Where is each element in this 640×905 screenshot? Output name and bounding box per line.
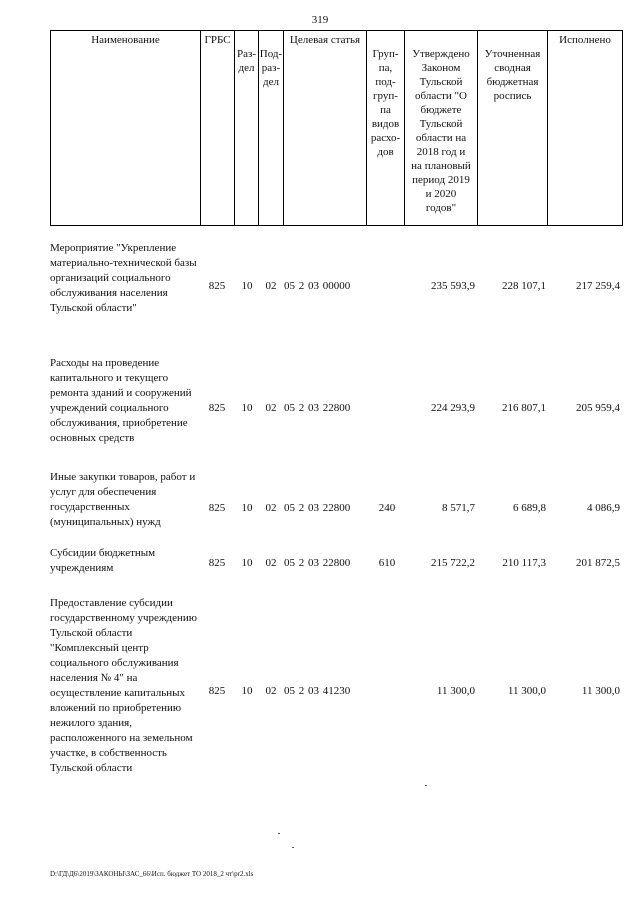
row-podrazdel: 02	[265, 502, 277, 514]
row-grbs: 825	[208, 402, 226, 414]
row-executed: 11 300,0	[581, 685, 620, 697]
row-celevaya: 05 2 03 22800	[284, 402, 351, 414]
header-approved-label: Утверждено Законом Тульской области "О бюджете Тульской области на 2018 год и на плановый период 2019 и 2020 годов"	[411, 48, 471, 214]
row-name: Предоставление субсидии государственному учреждению Тульской области "Комплексный центр социального обслуживания населения № 4" на осуществление капитальных вложений по приобретению нежилого здания, расположенного на земельном участке, в собственность Тульской области	[50, 597, 197, 774]
row-grbs: 825	[208, 557, 226, 569]
header-name	[50, 30, 200, 226]
row-celevaya: 05 2 03 41230	[284, 685, 351, 697]
row-approved: 215 722,2	[431, 557, 475, 569]
header-podrazdel	[258, 30, 283, 226]
row-podrazdel: 02	[265, 685, 277, 697]
header-celevaya-label: Целевая статья	[289, 34, 361, 46]
row-grbs: 825	[208, 685, 226, 697]
row-razdel: 10	[241, 402, 253, 414]
row-grbs: 825	[208, 280, 226, 292]
row-razdel: 10	[241, 280, 253, 292]
scan-speck	[278, 833, 280, 834]
row-name: Иные закупки товаров, работ и услуг для обеспечения государственных (муниципальных) нужд	[50, 471, 196, 528]
row-approved: 11 300,0	[436, 685, 475, 697]
row-podrazdel: 02	[265, 280, 277, 292]
footer-file-path: D:\ГД\Д6\2019\ЗАКОНЫ\ЗАС_66\Исп. бюджет ТО 2018_2 чт\pr2.xls	[50, 870, 254, 878]
header-grbs	[200, 30, 234, 226]
header-vid	[366, 30, 404, 226]
row-celevaya: 05 2 03 22800	[284, 557, 351, 569]
row-executed: 201 872,5	[576, 557, 620, 569]
row-refined: 228 107,1	[502, 280, 546, 292]
header-celevaya	[283, 30, 366, 226]
row-executed: 4 086,9	[587, 502, 620, 514]
row-refined: 6 689,8	[513, 502, 546, 514]
scan-speck	[292, 847, 294, 848]
header-name-label: Наименование	[91, 34, 160, 46]
header-razdel-label: Раз- дел	[236, 48, 256, 74]
row-razdel: 10	[241, 502, 253, 514]
row-razdel: 10	[241, 685, 253, 697]
header-podrazdel-label: Под- раз- дел	[259, 48, 283, 88]
header-razdel	[234, 30, 258, 226]
row-grbs: 825	[208, 502, 226, 514]
header-executed-label: Исполнено	[559, 34, 611, 46]
header-refined	[477, 30, 547, 226]
row-podrazdel: 02	[265, 402, 277, 414]
row-razdel: 10	[241, 557, 253, 569]
row-celevaya: 05 2 03 00000	[284, 280, 351, 292]
row-approved: 235 593,9	[431, 280, 475, 292]
row-approved: 224 293,9	[431, 402, 475, 414]
row-approved: 8 571,7	[442, 502, 475, 514]
header-vid-label: Груп- па, под- груп- па видов расхо- дов	[370, 48, 401, 158]
row-vid: 610	[378, 557, 396, 569]
header-approved	[404, 30, 477, 226]
row-refined: 210 117,3	[502, 557, 546, 569]
header-grbs-label: ГРБС	[204, 34, 231, 46]
row-name: Мероприятие "Укрепление материально-технической базы организаций социального обслуживания населения Тульской области"	[50, 242, 197, 314]
row-refined: 216 807,1	[502, 402, 546, 414]
row-podrazdel: 02	[265, 557, 277, 569]
row-name: Расходы на проведение капитального и текущего ремонта зданий и сооружений учреждений социального обслуживания, приобретение основных средств	[50, 357, 192, 444]
row-refined: 11 300,0	[507, 685, 546, 697]
row-name: Субсидии бюджетным учреждениям	[50, 547, 156, 574]
scan-speck	[425, 785, 427, 786]
row-celevaya: 05 2 03 22800	[284, 502, 351, 514]
header-executed	[547, 30, 623, 226]
row-executed: 217 259,4	[576, 280, 620, 292]
page-number: 319	[311, 14, 329, 26]
header-refined-label: Уточненная сводная бюджетная роспись	[484, 48, 541, 102]
row-executed: 205 959,4	[576, 402, 620, 414]
row-vid: 240	[378, 502, 396, 514]
